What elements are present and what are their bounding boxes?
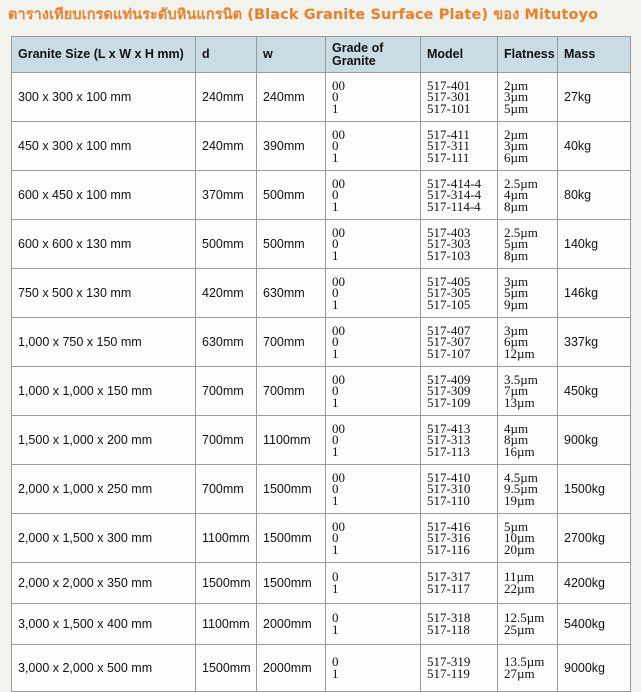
cell-model-line: 517-103	[427, 247, 471, 263]
header-model: Model	[421, 37, 498, 73]
table-row	[12, 563, 631, 604]
cell-grade-line: 0	[332, 654, 339, 670]
table-row	[12, 604, 631, 645]
cell-flatness-line: 8µm	[504, 198, 529, 214]
cell-grade	[326, 367, 421, 416]
cell-d: 700mm	[196, 367, 257, 416]
cell-grade-line: 00	[332, 420, 345, 436]
cell-model-line: 517-309	[427, 383, 471, 399]
cell-mass: 450kg	[558, 367, 631, 416]
cell-flatness	[498, 645, 558, 692]
cell-grade-line: 0	[332, 236, 339, 252]
cell-grade-line: 0	[332, 334, 339, 350]
table-row	[12, 367, 631, 416]
cell-model-line: 517-311	[427, 138, 470, 154]
cell-flatness	[498, 604, 558, 645]
cell-granite-size: 2,000 x 2,000 x 350 mm	[12, 563, 196, 604]
cell-grade	[326, 645, 421, 692]
cell-w: 1500mm	[257, 514, 326, 563]
table-row	[12, 514, 631, 563]
cell-granite-size: 1,000 x 750 x 150 mm	[12, 318, 196, 367]
cell-model-line: 517-307	[427, 334, 471, 350]
cell-flatness-line: 25µm	[504, 622, 535, 637]
cell-flatness-line: 4.5µm	[504, 469, 538, 485]
cell-flatness	[498, 171, 558, 220]
cell-model-line: 517-318	[427, 610, 471, 626]
cell-model-line: 517-407	[427, 322, 471, 338]
cell-flatness	[498, 269, 558, 318]
cell-grade-line: 1	[332, 492, 339, 508]
cell-granite-size: 3,000 x 1,500 x 400 mm	[12, 604, 196, 645]
cell-flatness	[498, 416, 558, 465]
cell-granite-size: 300 x 300 x 100 mm	[12, 73, 196, 122]
cell-mass: 80kg	[558, 171, 631, 220]
cell-model-line: 517-403	[427, 224, 471, 240]
cell-granite-size: 3,000 x 2,000 x 500 mm	[12, 645, 196, 692]
cell-flatness	[498, 122, 558, 171]
cell-model	[421, 416, 498, 465]
cell-w: 1500mm	[257, 465, 326, 514]
cell-grade-line: 1	[332, 345, 339, 361]
cell-flatness-line: 9.5µm	[504, 481, 538, 497]
cell-grade-line: 0	[332, 187, 339, 203]
cell-model-line: 517-317	[427, 569, 471, 585]
cell-model-line: 517-101	[427, 100, 471, 116]
cell-flatness	[498, 465, 558, 514]
cell-grade	[326, 122, 421, 171]
granite-spec-table	[11, 36, 631, 692]
cell-mass: 146kg	[558, 269, 631, 318]
cell-flatness-line: 9µm	[504, 296, 529, 312]
cell-model-line: 517-413	[427, 420, 471, 436]
cell-model	[421, 465, 498, 514]
cell-model-line: 517-409	[427, 371, 471, 387]
cell-flatness-line: 3µm	[504, 273, 529, 289]
cell-model-line: 517-117	[427, 581, 470, 596]
cell-flatness	[498, 367, 558, 416]
cell-grade	[326, 563, 421, 604]
cell-model-line: 517-113	[427, 443, 470, 459]
cell-model-line: 517-118	[427, 622, 470, 637]
cell-w: 2000mm	[257, 645, 326, 692]
cell-w: 390mm	[257, 122, 326, 171]
cell-w: 1100mm	[257, 416, 326, 465]
cell-w: 500mm	[257, 220, 326, 269]
cell-flatness-line: 5µm	[504, 100, 529, 116]
cell-grade-line: 00	[332, 224, 345, 240]
cell-granite-size: 2,000 x 1,000 x 250 mm	[12, 465, 196, 514]
cell-grade	[326, 220, 421, 269]
cell-grade-line: 0	[332, 569, 339, 585]
page-title: ตารางเทียบเกรดแท่นระดับหินแกรนิต (Black Granite Surface Plate) ของ Mitutoyo	[8, 7, 599, 23]
cell-model-line: 517-410	[427, 469, 471, 485]
cell-flatness-line: 13.5µm	[504, 654, 545, 670]
cell-flatness-line: 6µm	[504, 334, 529, 350]
cell-flatness-line: 16µm	[504, 443, 535, 459]
table-row	[12, 73, 631, 122]
cell-d: 500mm	[196, 220, 257, 269]
cell-grade	[326, 604, 421, 645]
cell-grade-line: 0	[332, 89, 339, 105]
cell-model-line: 517-109	[427, 394, 471, 410]
cell-mass: 5400kg	[558, 604, 631, 645]
cell-flatness-line: 2.5µm	[504, 175, 538, 191]
cell-grade-line: 1	[332, 394, 339, 410]
cell-grade	[326, 73, 421, 122]
cell-grade	[326, 514, 421, 563]
cell-model	[421, 604, 498, 645]
cell-grade-line: 0	[332, 383, 339, 399]
table-row	[12, 645, 631, 692]
cell-grade-line: 0	[332, 610, 339, 626]
cell-model-line: 517-111	[427, 149, 470, 165]
cell-model-line: 517-411	[427, 126, 470, 142]
cell-flatness-line: 11µm	[504, 569, 535, 585]
cell-mass: 27kg	[558, 73, 631, 122]
cell-grade	[326, 465, 421, 514]
cell-flatness-line: 8µm	[504, 247, 529, 263]
cell-mass: 1500kg	[558, 465, 631, 514]
cell-w: 630mm	[257, 269, 326, 318]
cell-grade-line: 00	[332, 518, 345, 534]
cell-mass: 900kg	[558, 416, 631, 465]
cell-grade-line: 1	[332, 247, 339, 263]
cell-flatness-line: 7µm	[504, 383, 529, 399]
cell-granite-size: 1,000 x 1,000 x 150 mm	[12, 367, 196, 416]
table-row	[12, 171, 631, 220]
cell-w: 1500mm	[257, 563, 326, 604]
cell-flatness-line: 5µm	[504, 518, 529, 534]
cell-grade-line: 0	[332, 481, 339, 497]
cell-grade-line: 00	[332, 469, 345, 485]
cell-model-line: 517-310	[427, 481, 471, 497]
cell-grade	[326, 318, 421, 367]
cell-model	[421, 269, 498, 318]
cell-model-line: 517-105	[427, 296, 471, 312]
cell-d: 370mm	[196, 171, 257, 220]
cell-flatness	[498, 318, 558, 367]
cell-grade-line: 00	[332, 273, 345, 289]
cell-model	[421, 73, 498, 122]
cell-flatness-line: 6µm	[504, 149, 529, 165]
header-mass: Mass	[558, 37, 631, 73]
cell-model-line: 517-316	[427, 530, 471, 546]
cell-grade	[326, 416, 421, 465]
header-d: d	[196, 37, 257, 73]
cell-flatness-line: 10µm	[504, 530, 535, 546]
cell-model	[421, 367, 498, 416]
cell-mass: 40kg	[558, 122, 631, 171]
cell-granite-size: 450 x 300 x 100 mm	[12, 122, 196, 171]
cell-grade-line: 1	[332, 296, 339, 312]
cell-flatness-line: 3µm	[504, 138, 529, 154]
table-row	[12, 318, 631, 367]
cell-flatness-line: 2µm	[504, 77, 529, 93]
cell-flatness-line: 12µm	[504, 345, 535, 361]
cell-d: 1100mm	[196, 604, 257, 645]
cell-granite-size: 750 x 500 x 130 mm	[12, 269, 196, 318]
cell-grade-line: 1	[332, 666, 339, 681]
cell-mass: 337kg	[558, 318, 631, 367]
cell-grade-line: 1	[332, 443, 339, 459]
cell-d: 1500mm	[196, 563, 257, 604]
table-row	[12, 465, 631, 514]
cell-model	[421, 220, 498, 269]
cell-flatness-line: 12.5µm	[504, 610, 545, 626]
cell-mass: 9000kg	[558, 645, 631, 692]
cell-model-line: 517-313	[427, 432, 471, 448]
table-row	[12, 269, 631, 318]
cell-flatness-line: 5µm	[504, 236, 529, 252]
cell-model	[421, 318, 498, 367]
header-row	[12, 37, 631, 73]
cell-flatness-line: 4µm	[504, 187, 529, 203]
cell-flatness-line: 22µm	[504, 581, 535, 596]
cell-model-line: 517-401	[427, 77, 471, 93]
cell-d: 420mm	[196, 269, 257, 318]
header-grade: Grade of Granite	[326, 37, 421, 73]
cell-flatness-line: 3.5µm	[504, 371, 538, 387]
cell-d: 240mm	[196, 122, 257, 171]
cell-model-line: 517-114-4	[427, 198, 481, 214]
header-granite-size: Granite Size (L x W x H mm)	[12, 37, 196, 73]
cell-flatness-line: 8µm	[504, 432, 529, 448]
cell-flatness-line: 4µm	[504, 420, 529, 436]
cell-grade-line: 00	[332, 175, 345, 191]
cell-d: 630mm	[196, 318, 257, 367]
cell-flatness-line: 2µm	[504, 126, 529, 142]
cell-flatness-line: 3µm	[504, 89, 529, 105]
cell-flatness-line: 20µm	[504, 541, 535, 557]
cell-w: 240mm	[257, 73, 326, 122]
cell-mass: 4200kg	[558, 563, 631, 604]
cell-flatness	[498, 73, 558, 122]
cell-d: 1100mm	[196, 514, 257, 563]
cell-model-line: 517-110	[427, 492, 470, 508]
cell-model-line: 517-107	[427, 345, 471, 361]
cell-grade-line: 00	[332, 77, 345, 93]
cell-grade-line: 00	[332, 322, 345, 338]
cell-model-line: 517-301	[427, 89, 471, 105]
cell-flatness	[498, 514, 558, 563]
cell-model	[421, 563, 498, 604]
cell-model-line: 517-305	[427, 285, 471, 301]
cell-grade-line: 1	[332, 622, 339, 637]
cell-grade-line: 00	[332, 371, 345, 387]
cell-flatness	[498, 220, 558, 269]
cell-grade-line: 00	[332, 126, 345, 142]
cell-d: 240mm	[196, 73, 257, 122]
cell-flatness-line: 2.5µm	[504, 224, 538, 240]
cell-granite-size: 1,500 x 1,000 x 200 mm	[12, 416, 196, 465]
cell-mass: 2700kg	[558, 514, 631, 563]
cell-flatness-line: 3µm	[504, 322, 529, 338]
cell-grade-line: 1	[332, 149, 339, 165]
cell-grade-line: 1	[332, 581, 339, 596]
cell-grade-line: 1	[332, 541, 339, 557]
table-row	[12, 416, 631, 465]
cell-flatness-line: 27µm	[504, 666, 535, 681]
cell-model	[421, 514, 498, 563]
cell-grade-line: 1	[332, 100, 339, 116]
cell-w: 500mm	[257, 171, 326, 220]
table-body	[12, 73, 631, 692]
cell-model-line: 517-405	[427, 273, 471, 289]
cell-model-line: 517-119	[427, 666, 470, 681]
cell-w: 700mm	[257, 367, 326, 416]
header-w: w	[257, 37, 326, 73]
cell-grade-line: 0	[332, 530, 339, 546]
cell-grade-line: 0	[332, 285, 339, 301]
cell-model	[421, 171, 498, 220]
cell-model-line: 517-116	[427, 541, 470, 557]
cell-w: 700mm	[257, 318, 326, 367]
cell-model-line: 517-414-4	[427, 175, 482, 191]
cell-mass: 140kg	[558, 220, 631, 269]
header-flatness: Flatness	[498, 37, 558, 73]
cell-grade-line: 1	[332, 198, 339, 214]
cell-granite-size: 2,000 x 1,500 x 300 mm	[12, 514, 196, 563]
cell-d: 1500mm	[196, 645, 257, 692]
cell-flatness-line: 13µm	[504, 394, 535, 410]
cell-grade	[326, 171, 421, 220]
cell-model	[421, 645, 498, 692]
cell-model-line: 517-314-4	[427, 187, 482, 203]
cell-model-line: 517-303	[427, 236, 471, 252]
cell-w: 2000mm	[257, 604, 326, 645]
table-row	[12, 220, 631, 269]
cell-flatness-line: 19µm	[504, 492, 535, 508]
cell-d: 700mm	[196, 416, 257, 465]
cell-model	[421, 122, 498, 171]
cell-flatness-line: 5µm	[504, 285, 529, 301]
cell-grade-line: 0	[332, 138, 339, 154]
cell-model-line: 517-416	[427, 518, 471, 534]
table-row	[12, 122, 631, 171]
cell-grade	[326, 269, 421, 318]
cell-granite-size: 600 x 450 x 100 mm	[12, 171, 196, 220]
cell-grade-line: 0	[332, 432, 339, 448]
cell-model-line: 517-319	[427, 654, 471, 670]
cell-granite-size: 600 x 600 x 130 mm	[12, 220, 196, 269]
cell-d: 700mm	[196, 465, 257, 514]
cell-flatness	[498, 563, 558, 604]
